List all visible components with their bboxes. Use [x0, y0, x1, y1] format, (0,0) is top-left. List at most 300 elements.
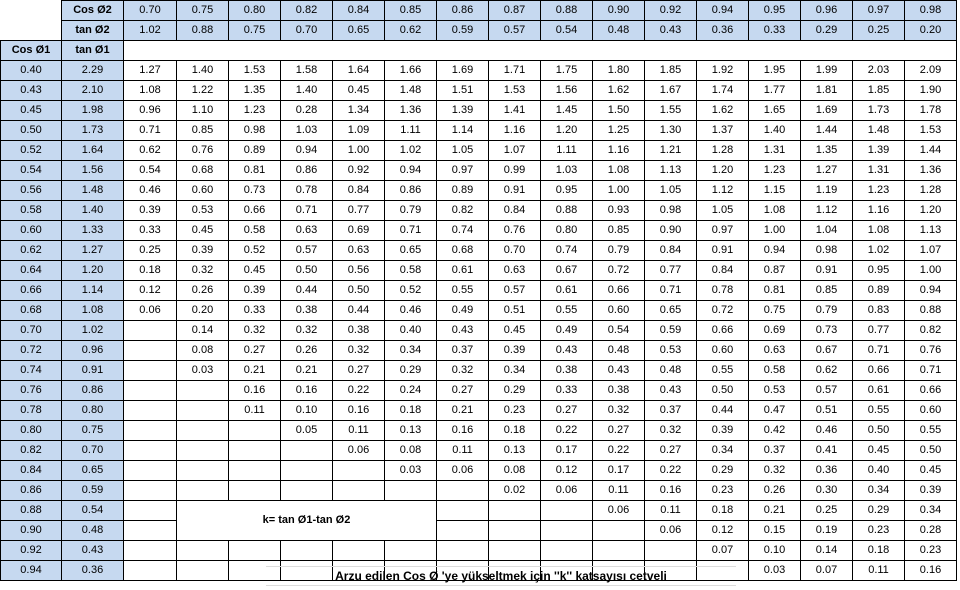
k-value: 0.66 — [905, 381, 957, 401]
k-value: 0.45 — [333, 81, 385, 101]
empty-cell — [229, 481, 281, 501]
k-value: 0.27 — [229, 341, 281, 361]
k-value: 0.03 — [177, 361, 229, 381]
k-value: 0.95 — [853, 261, 905, 281]
cos2-value: 0.75 — [177, 1, 229, 21]
k-value: 0.79 — [801, 301, 853, 321]
k-value: 1.13 — [645, 161, 697, 181]
k-value: 0.13 — [489, 441, 541, 461]
k-value: 0.18 — [853, 541, 905, 561]
k-value: 1.00 — [905, 261, 957, 281]
k-value: 0.16 — [281, 381, 333, 401]
k-value: 0.62 — [124, 141, 177, 161]
k-value: 1.02 — [853, 241, 905, 261]
k-value: 0.63 — [333, 241, 385, 261]
k-value: 0.48 — [593, 341, 645, 361]
k-value: 0.58 — [385, 261, 437, 281]
k-value: 0.99 — [489, 161, 541, 181]
k-value: 1.39 — [437, 101, 489, 121]
k-value: 0.25 — [801, 501, 853, 521]
k-value: 1.48 — [853, 121, 905, 141]
k-value: 0.41 — [801, 441, 853, 461]
table-row — [1, 421, 957, 441]
k-value: 0.23 — [905, 541, 957, 561]
k-value: 0.22 — [333, 381, 385, 401]
empty-cell — [229, 541, 281, 561]
k-value: 0.71 — [853, 341, 905, 361]
tan1-value: 2.29 — [62, 61, 124, 81]
k-value: 0.85 — [177, 121, 229, 141]
k-value: 1.31 — [749, 141, 801, 161]
k-value: 0.65 — [385, 241, 437, 261]
k-value: 0.55 — [853, 401, 905, 421]
tan2-value: 0.75 — [229, 21, 281, 41]
cos2-label: Cos Ø2 — [62, 1, 124, 21]
k-value: 1.44 — [801, 121, 853, 141]
k-value: 0.32 — [645, 421, 697, 441]
header-row-tan2 — [1, 21, 957, 41]
k-value: 0.90 — [645, 221, 697, 241]
k-value: 1.02 — [385, 141, 437, 161]
k-value: 1.73 — [853, 101, 905, 121]
k-value: 0.17 — [593, 461, 645, 481]
k-value: 0.66 — [229, 201, 281, 221]
k-value: 0.11 — [593, 481, 645, 501]
k-value: 0.49 — [541, 321, 593, 341]
cos2-value: 0.92 — [645, 1, 697, 21]
cos1-value: 0.94 — [1, 561, 62, 581]
k-value: 0.39 — [697, 421, 749, 441]
k-value: 1.81 — [801, 81, 853, 101]
empty-cell — [124, 401, 177, 421]
k-value: 0.17 — [541, 441, 593, 461]
table-row — [1, 401, 957, 421]
tan2-value: 0.65 — [333, 21, 385, 41]
k-value: 0.38 — [333, 321, 385, 341]
k-value: 0.16 — [645, 481, 697, 501]
k-value: 1.23 — [749, 161, 801, 181]
k-value: 0.81 — [749, 281, 801, 301]
k-value: 0.44 — [697, 401, 749, 421]
k-value: 0.49 — [437, 301, 489, 321]
empty-cell — [645, 541, 697, 561]
k-value: 0.45 — [229, 261, 281, 281]
k-value: 0.96 — [124, 101, 177, 121]
tan2-value: 0.43 — [645, 21, 697, 41]
k-value: 0.38 — [541, 361, 593, 381]
k-value: 1.45 — [541, 101, 593, 121]
k-value: 0.06 — [645, 521, 697, 541]
k-value: 0.32 — [229, 321, 281, 341]
k-value: 0.71 — [645, 281, 697, 301]
k-value: 0.91 — [697, 241, 749, 261]
empty-cell — [124, 461, 177, 481]
k-value: 1.05 — [697, 201, 749, 221]
k-value: 0.03 — [385, 461, 437, 481]
tan1-value: 1.98 — [62, 101, 124, 121]
k-value: 0.72 — [697, 301, 749, 321]
k-value: 1.56 — [541, 81, 593, 101]
cos2-value: 0.82 — [281, 1, 333, 21]
k-value: 0.14 — [177, 321, 229, 341]
k-value: 0.86 — [281, 161, 333, 181]
cos2-value: 0.97 — [853, 1, 905, 21]
empty-cell — [177, 421, 229, 441]
k-value: 0.16 — [437, 421, 489, 441]
k-value: 0.55 — [541, 301, 593, 321]
k-value: 0.27 — [593, 421, 645, 441]
empty-cell — [437, 481, 489, 501]
k-value: 1.62 — [697, 101, 749, 121]
tan2-value: 0.54 — [541, 21, 593, 41]
k-value: 0.16 — [229, 381, 281, 401]
cos1-value: 0.78 — [1, 401, 62, 421]
k-value: 1.25 — [593, 121, 645, 141]
k-value: 0.76 — [489, 221, 541, 241]
k-value: 1.08 — [749, 201, 801, 221]
k-value: 0.03 — [749, 561, 801, 581]
k-value: 0.05 — [281, 421, 333, 441]
k-value: 0.85 — [593, 221, 645, 241]
k-value: 0.32 — [333, 341, 385, 361]
k-value: 1.90 — [905, 81, 957, 101]
k-value: 0.91 — [489, 181, 541, 201]
k-value: 0.45 — [177, 221, 229, 241]
k-value: 1.35 — [801, 141, 853, 161]
k-value: 0.61 — [541, 281, 593, 301]
empty-cell — [124, 341, 177, 361]
k-value: 0.46 — [385, 301, 437, 321]
cos1-value: 0.88 — [1, 501, 62, 521]
corner-blank — [1, 1, 62, 21]
k-value: 0.40 — [385, 321, 437, 341]
k-value: 1.11 — [541, 141, 593, 161]
tan1-value: 0.96 — [62, 341, 124, 361]
k-value: 0.45 — [489, 321, 541, 341]
k-value: 0.51 — [489, 301, 541, 321]
k-value: 1.62 — [593, 81, 645, 101]
empty-cell — [229, 441, 281, 461]
table-row — [1, 61, 957, 81]
k-value: 0.08 — [489, 461, 541, 481]
tan1-value: 0.91 — [62, 361, 124, 381]
k-value: 0.92 — [333, 161, 385, 181]
k-value: 1.36 — [905, 161, 957, 181]
table-row — [1, 181, 957, 201]
empty-cell — [437, 521, 489, 541]
k-value: 0.97 — [697, 221, 749, 241]
cos1-value: 0.82 — [1, 441, 62, 461]
k-value: 1.05 — [645, 181, 697, 201]
k-value: 0.85 — [801, 281, 853, 301]
k-value: 0.27 — [333, 361, 385, 381]
k-value: 0.86 — [385, 181, 437, 201]
tan1-value: 1.73 — [62, 121, 124, 141]
empty-cell — [124, 361, 177, 381]
table-row — [1, 221, 957, 241]
k-value: 1.35 — [229, 81, 281, 101]
k-value: 1.50 — [593, 101, 645, 121]
k-value: 1.08 — [853, 221, 905, 241]
k-value: 0.47 — [749, 401, 801, 421]
k-value: 0.72 — [593, 261, 645, 281]
k-value: 2.09 — [905, 61, 957, 81]
k-value: 0.44 — [281, 281, 333, 301]
k-value: 0.50 — [853, 421, 905, 441]
tan1-value: 0.43 — [62, 541, 124, 561]
tan1-value: 1.48 — [62, 181, 124, 201]
k-value: 1.16 — [489, 121, 541, 141]
k-value: 0.38 — [593, 381, 645, 401]
cos1-value: 0.84 — [1, 461, 62, 481]
k-value: 0.11 — [853, 561, 905, 581]
k-value: 0.87 — [749, 261, 801, 281]
formula-label: k= tan Ø1-tan Ø2 — [177, 501, 437, 541]
k-value: 0.88 — [905, 301, 957, 321]
k-value: 1.13 — [905, 221, 957, 241]
k-value: 0.12 — [541, 461, 593, 481]
empty-cell — [177, 441, 229, 461]
k-value: 0.11 — [645, 501, 697, 521]
k-value: 0.34 — [697, 441, 749, 461]
k-value: 1.53 — [905, 121, 957, 141]
k-value: 1.03 — [541, 161, 593, 181]
k-value: 0.18 — [489, 421, 541, 441]
tan1-value: 1.14 — [62, 281, 124, 301]
k-value: 0.43 — [593, 361, 645, 381]
tan2-value: 0.29 — [801, 21, 853, 41]
tan1-value: 1.27 — [62, 241, 124, 261]
k-value: 0.26 — [281, 341, 333, 361]
corner-blank — [1, 21, 62, 41]
empty-cell — [541, 521, 593, 541]
k-value: 1.15 — [749, 181, 801, 201]
tan1-value: 0.48 — [62, 521, 124, 541]
k-value: 0.53 — [177, 201, 229, 221]
tan1-value: 1.08 — [62, 301, 124, 321]
table-row — [1, 261, 957, 281]
empty-cell — [489, 541, 541, 561]
k-value: 0.23 — [853, 521, 905, 541]
k-value: 0.06 — [124, 301, 177, 321]
k-value: 1.69 — [801, 101, 853, 121]
k-value: 1.28 — [697, 141, 749, 161]
k-value: 0.79 — [593, 241, 645, 261]
cos1-value: 0.43 — [1, 81, 62, 101]
k-value: 0.94 — [905, 281, 957, 301]
k-value: 0.25 — [124, 241, 177, 261]
k-value: 1.08 — [124, 81, 177, 101]
k-value: 0.52 — [385, 281, 437, 301]
empty-cell — [541, 541, 593, 561]
k-value: 0.33 — [124, 221, 177, 241]
k-value: 0.66 — [853, 361, 905, 381]
k-value: 0.77 — [333, 201, 385, 221]
table-row — [1, 361, 957, 381]
k-value: 1.28 — [905, 181, 957, 201]
k-value: 0.83 — [853, 301, 905, 321]
k-value: 0.93 — [593, 201, 645, 221]
k-value: 0.54 — [593, 321, 645, 341]
k-value: 1.92 — [697, 61, 749, 81]
cos1-value: 0.76 — [1, 381, 62, 401]
k-value: 1.05 — [437, 141, 489, 161]
k-value: 1.20 — [697, 161, 749, 181]
k-value: 0.32 — [749, 461, 801, 481]
k-value: 0.26 — [177, 281, 229, 301]
k-value: 1.10 — [177, 101, 229, 121]
k-value: 0.68 — [177, 161, 229, 181]
k-value: 1.44 — [905, 141, 957, 161]
k-value: 0.42 — [749, 421, 801, 441]
k-value: 1.23 — [229, 101, 281, 121]
k-value: 0.34 — [853, 481, 905, 501]
k-value: 0.26 — [749, 481, 801, 501]
k-value: 0.66 — [697, 321, 749, 341]
tan1-value: 0.75 — [62, 421, 124, 441]
k-value: 0.11 — [437, 441, 489, 461]
cos1-value: 0.66 — [1, 281, 62, 301]
tan1-value: 1.20 — [62, 261, 124, 281]
k-value: 0.53 — [645, 341, 697, 361]
k-value: 0.84 — [645, 241, 697, 261]
k-value: 0.10 — [281, 401, 333, 421]
empty-cell — [385, 541, 437, 561]
k-value: 1.39 — [853, 141, 905, 161]
k-value: 1.41 — [489, 101, 541, 121]
k-value: 1.75 — [541, 61, 593, 81]
k-value: 0.28 — [281, 101, 333, 121]
k-value: 0.34 — [385, 341, 437, 361]
k-value: 0.06 — [333, 441, 385, 461]
k-value: 0.76 — [177, 141, 229, 161]
k-value: 0.71 — [385, 221, 437, 241]
k-value: 0.61 — [853, 381, 905, 401]
tan2-value: 0.59 — [437, 21, 489, 41]
tan2-value: 0.57 — [489, 21, 541, 41]
k-value: 1.40 — [177, 61, 229, 81]
cos1-value: 0.56 — [1, 181, 62, 201]
empty-cell — [333, 461, 385, 481]
k-value: 0.27 — [541, 401, 593, 421]
tan1-value: 0.86 — [62, 381, 124, 401]
empty-cell — [437, 501, 489, 521]
empty-cell — [177, 401, 229, 421]
empty-cell — [229, 421, 281, 441]
table-row — [1, 541, 957, 561]
k-value: 1.31 — [853, 161, 905, 181]
k-value: 0.21 — [437, 401, 489, 421]
k-value: 0.73 — [801, 321, 853, 341]
k-value: 0.24 — [385, 381, 437, 401]
cos2-value: 0.86 — [437, 1, 489, 21]
k-value: 0.76 — [905, 341, 957, 361]
empty-cell — [124, 501, 177, 521]
tan2-value: 0.88 — [177, 21, 229, 41]
tan1-value: 1.02 — [62, 321, 124, 341]
k-value: 0.66 — [593, 281, 645, 301]
cos2-value: 0.87 — [489, 1, 541, 21]
k-value: 0.11 — [229, 401, 281, 421]
tan1-value: 1.56 — [62, 161, 124, 181]
header-row-phi1 — [1, 41, 957, 61]
k-value: 0.43 — [541, 341, 593, 361]
tan2-value: 0.33 — [749, 21, 801, 41]
k-value: 0.37 — [645, 401, 697, 421]
k-value: 0.36 — [801, 461, 853, 481]
k-value: 0.39 — [905, 481, 957, 501]
table-row — [1, 341, 957, 361]
k-value: 0.63 — [281, 221, 333, 241]
k-value: 0.50 — [697, 381, 749, 401]
k-value: 0.13 — [385, 421, 437, 441]
tan2-value: 0.25 — [853, 21, 905, 41]
k-value: 0.29 — [697, 461, 749, 481]
cos1-value: 0.58 — [1, 201, 62, 221]
k-value: 0.22 — [593, 441, 645, 461]
k-value: 0.18 — [385, 401, 437, 421]
cos2-value: 0.95 — [749, 1, 801, 21]
cos1-value: 0.90 — [1, 521, 62, 541]
empty-cell — [124, 521, 177, 541]
cos2-value: 0.90 — [593, 1, 645, 21]
tan2-value: 1.02 — [124, 21, 177, 41]
k-value: 0.23 — [697, 481, 749, 501]
k-value: 2.03 — [853, 61, 905, 81]
k-value: 0.43 — [437, 321, 489, 341]
k-value: 0.23 — [489, 401, 541, 421]
k-value: 0.98 — [229, 121, 281, 141]
header-separator — [124, 41, 957, 61]
k-value: 1.85 — [645, 61, 697, 81]
k-value: 0.65 — [645, 301, 697, 321]
k-value: 0.10 — [749, 541, 801, 561]
k-value: 0.22 — [541, 421, 593, 441]
k-value: 1.08 — [593, 161, 645, 181]
table-row — [1, 281, 957, 301]
k-value: 0.06 — [593, 501, 645, 521]
cos1-value: 0.40 — [1, 61, 62, 81]
k-value: 1.27 — [124, 61, 177, 81]
k-value: 0.21 — [281, 361, 333, 381]
empty-cell — [124, 441, 177, 461]
empty-cell — [281, 461, 333, 481]
k-value: 1.21 — [645, 141, 697, 161]
k-value: 1.07 — [905, 241, 957, 261]
k-value: 1.14 — [437, 121, 489, 141]
k-value: 0.71 — [124, 121, 177, 141]
table-row — [1, 521, 957, 541]
k-value: 0.56 — [333, 261, 385, 281]
k-value: 0.82 — [905, 321, 957, 341]
k-value: 0.29 — [853, 501, 905, 521]
k-value: 0.40 — [853, 461, 905, 481]
k-value: 0.61 — [437, 261, 489, 281]
tan2-value: 0.36 — [697, 21, 749, 41]
k-value: 0.97 — [437, 161, 489, 181]
k-value: 0.80 — [541, 221, 593, 241]
cos1-value: 0.70 — [1, 321, 62, 341]
table-row — [1, 101, 957, 121]
cos1-value: 0.80 — [1, 421, 62, 441]
cos1-value: 0.52 — [1, 141, 62, 161]
table-row — [1, 381, 957, 401]
k-value: 0.73 — [229, 181, 281, 201]
k-value: 0.74 — [437, 221, 489, 241]
empty-cell — [177, 541, 229, 561]
table-row — [1, 141, 957, 161]
k-value: 0.67 — [801, 341, 853, 361]
